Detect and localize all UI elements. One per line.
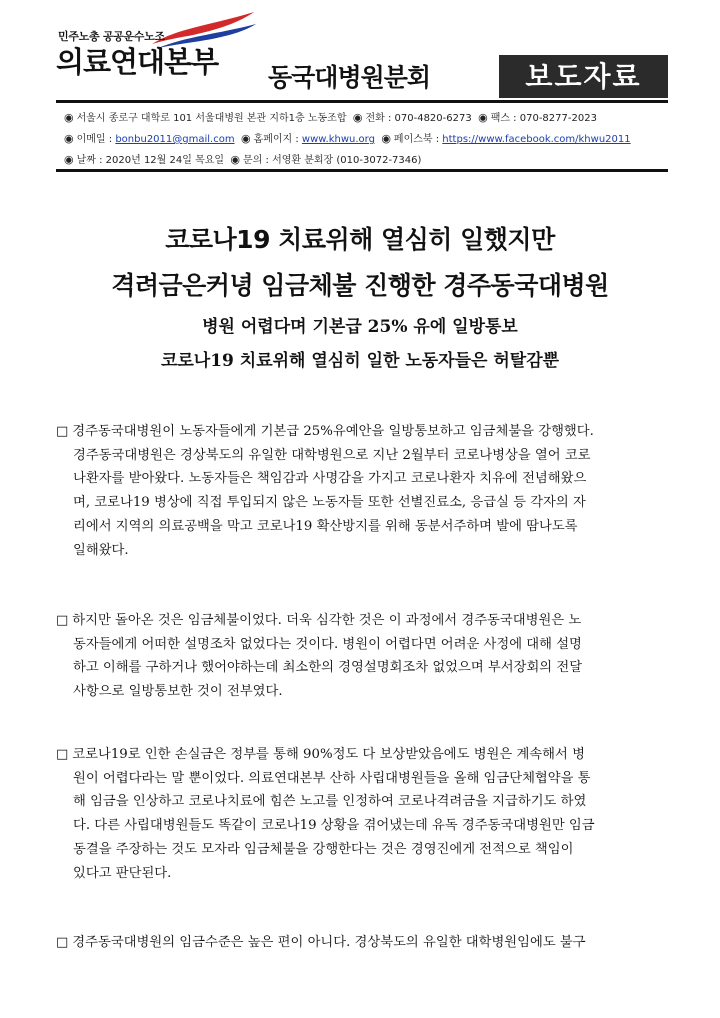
union-logo	[56, 28, 256, 94]
paragraph-line: 나환자를 받아왔다. 노동자들은 책임감과 사명감을 가지고 코로나환자 치유에 전념해왔으	[73, 471, 587, 487]
paragraph-line: 다. 다른 사립대병원들도 똑같이 코로나19 상황을 겪어냈는데 유독 경주동국대병원만 임금	[73, 818, 595, 834]
phone: 전화 : 070-4820-6273	[365, 113, 472, 124]
subheadline-line-1: 병원 어렵다며 기본급 25% 유에 일방통보	[202, 317, 518, 337]
bullet-icon: ◉	[64, 153, 74, 166]
release-date: 날짜 : 2020년 12월 24일 목요일	[76, 155, 225, 166]
paragraph-line: 동결을 주장하는 것도 모자라 임금체불을 강행한다는 것은 경영진에게 전적으로 책임이	[73, 841, 574, 857]
paragraph-line: 하지만 돌아온 것은 임금체불이었다. 더욱 심각한 것은 이 과정에서 경주동국대병원은 노	[72, 613, 582, 628]
paragraph-line: 원이 어렵다라는 말 뿐이었다. 의료연대본부 산하 사립대병원들을 올해 임금단체협약을 통	[73, 770, 591, 786]
body-paragraph-4	[56, 931, 668, 955]
paragraph-line: 하고 이해를 구하거나 했어야하는데 최소한의 경영설명회조차 없었으며 부서장회의 전달	[73, 660, 583, 676]
bullet-icon: ◉	[230, 153, 241, 166]
paragraph-line: 해 임금을 인상하고 코로나치료에 힘쓴 노고를 인정하여 코로나격려금을 지급하기도 하였	[73, 794, 587, 810]
header-divider-top	[56, 100, 668, 103]
headline-line-2: 격려금은커녕 임금체불 진행한 경주동국대병원	[111, 271, 609, 300]
homepage-link[interactable]: www.khwu.org	[301, 134, 375, 145]
body-paragraph-3	[56, 743, 668, 885]
paragraph-line: 경주동국대병원이 노동자들에게 기본급 25%유예안을 일방통보하고 임금체불을 강행했다.	[72, 424, 594, 439]
checkbox-bullet-icon: □	[56, 935, 69, 950]
paragraph-line: 코로나19로 인한 손실금은 정부를 통해 90%정도 다 보상받았음에도 병원은 계속해서 병	[72, 747, 585, 762]
paragraph-line: 있다고 판단된다.	[73, 865, 172, 881]
union-affiliation: 민주노총 공공운수노조	[58, 30, 165, 43]
paragraph-line: 사항으로 일방통보한 것이 전부였다.	[73, 684, 283, 700]
fax: 팩스 : 070-8277-2023	[490, 113, 597, 124]
paragraph-line: 일해왔다.	[73, 542, 129, 558]
paragraph-line: 경주동국대병원은 경상북도의 유일한 대학병원으로 지난 2월부터 코로나병상을 열어 코로	[73, 447, 591, 463]
checkbox-bullet-icon: □	[56, 747, 69, 762]
press-release-badge: 보도자료	[499, 55, 668, 98]
address: 서울시 종로구 대학로 101 서울대병원 본관 지하1층 노동조합	[76, 113, 347, 124]
bullet-icon: ◉	[240, 132, 251, 145]
facebook-label: 페이스북 :	[393, 134, 443, 145]
bullet-icon: ◉	[64, 132, 74, 145]
branch-name: 동국대병원분회	[268, 63, 431, 92]
bullet-icon: ◉	[64, 111, 74, 124]
paragraph-line: 동자들에게 어떠한 설명조차 없었다는 것이다. 병원이 어렵다면 어려운 사정에 대해 설명	[73, 636, 582, 652]
checkbox-bullet-icon: □	[56, 613, 69, 628]
press-header	[56, 22, 668, 94]
union-name: 의료연대본부	[56, 45, 219, 79]
email-link[interactable]: bonbu2011@gmail.com	[115, 134, 235, 145]
inquiry-contact: 문의 : 서영환 분회장 (010-3072-7346)	[243, 155, 422, 166]
homepage-label: 홈페이지 :	[253, 134, 302, 145]
body-paragraph-1	[56, 420, 668, 562]
bullet-icon: ◉	[478, 111, 488, 124]
email-label: 이메일 :	[76, 134, 116, 145]
bullet-icon: ◉	[381, 132, 391, 145]
paragraph-line: 며, 코로나19 병상에 직접 투입되지 않은 노동자들 또한 선별진료소, 응급실 등 각자의 자	[73, 495, 586, 511]
subheadline-line-2: 코로나19 치료위해 열심히 일한 노동자들은 허탈감뿐	[160, 351, 560, 371]
paragraph-line: 경주동국대병원의 임금수준은 높은 편이 아니다. 경상북도의 유일한 대학병원임에도 불구	[72, 935, 586, 950]
contact-line-3	[64, 151, 421, 166]
facebook-link[interactable]: https://www.facebook.com/khwu2011	[442, 134, 631, 145]
contact-line-2	[64, 130, 631, 145]
body-paragraph-2	[56, 609, 668, 704]
paragraph-line: 리에서 지역의 의료공백을 막고 코로나19 확산방지를 위해 동분서주하며 발에 땀나도록	[73, 518, 578, 534]
headline-line-1: 코로나19 치료위해 열심히 일했지만	[165, 225, 555, 254]
header-divider-bottom	[56, 169, 668, 172]
contact-line-1	[64, 109, 597, 124]
bullet-icon: ◉	[352, 111, 363, 124]
checkbox-bullet-icon: □	[56, 424, 69, 439]
